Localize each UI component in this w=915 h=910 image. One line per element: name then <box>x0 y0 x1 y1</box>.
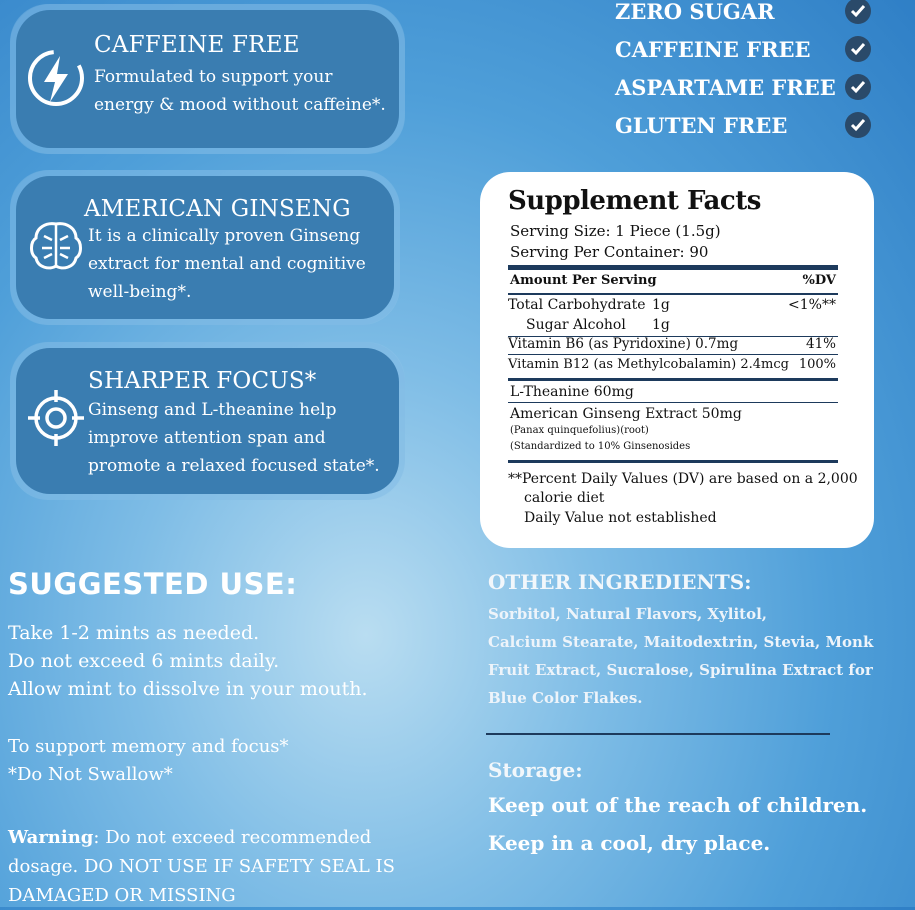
check-item <box>615 106 871 144</box>
section-divider <box>486 733 830 735</box>
feature-title: SHARPER FOCUS* <box>88 368 317 394</box>
ginseng-extract: American Ginseng Extract 50mg <box>510 406 742 422</box>
check-label: GLUTEN FREE <box>615 112 788 138</box>
dv-header: %DV <box>802 273 836 288</box>
other-ingredients-title: OTHER INGREDIENTS: <box>488 570 752 594</box>
serving-size: Serving Size: 1 Piece (1.5g) <box>510 222 721 240</box>
check-label: ZERO SUGAR <box>615 0 775 24</box>
suggested-line: Allow mint to dissolve in your mouth. <box>8 678 368 700</box>
storage-line: Keep in a cool, dry place. <box>488 831 771 855</box>
lightning-icon <box>26 48 86 108</box>
servings-per-container: Serving Per Container: 90 <box>510 243 709 261</box>
carb-label: Total Carbohydrate <box>508 297 646 313</box>
divider <box>508 402 838 403</box>
footnote: **Percent Daily Values (DV) are based on a 2,000 <box>508 471 858 487</box>
target-icon <box>26 388 86 448</box>
carb-amount: 1g <box>652 297 670 313</box>
free-from-checklist <box>615 0 871 144</box>
checkmark-icon <box>845 112 871 138</box>
vitamin-b12-dv: 100% <box>798 357 836 372</box>
supplement-facts-panel <box>480 172 874 548</box>
ingredient-line: Sorbitol, Natural Flavors, Xylitol, <box>488 605 767 623</box>
suggested-line: Do not exceed 6 mints daily. <box>8 650 280 672</box>
sugar-alcohol-amount: 1g <box>652 317 670 333</box>
checkmark-icon <box>845 74 871 100</box>
amount-per-serving-header: Amount Per Serving <box>510 273 657 288</box>
divider <box>508 293 838 295</box>
feature-line: energy & mood without caffeine*. <box>94 95 386 115</box>
check-item <box>615 68 871 106</box>
check-item <box>615 0 871 30</box>
warning-line: dosage. DO NOT USE IF SAFETY SEAL IS <box>8 856 395 877</box>
check-label: ASPARTAME FREE <box>615 74 836 100</box>
ginseng-subtext: (Standardized to 10% Ginsenosides <box>510 441 691 452</box>
storage-line: Keep out of the reach of children. <box>488 793 868 817</box>
feature-title: CAFFEINE FREE <box>94 32 300 58</box>
checkmark-icon <box>845 0 871 24</box>
ginseng-subtext: (Panax quinquefolius)(root) <box>510 425 649 436</box>
feature-line: promote a relaxed focused state*. <box>88 456 380 476</box>
storage-title: Storage: <box>488 758 583 782</box>
feature-american-ginseng <box>10 170 400 325</box>
feature-caffeine-free <box>10 4 405 154</box>
suggested-use-section <box>8 567 395 910</box>
support-line: *Do Not Swallow* <box>8 764 173 785</box>
carb-dv: <1%** <box>788 297 836 313</box>
feature-sharper-focus <box>10 342 405 500</box>
feature-line: well-being*. <box>88 282 192 302</box>
warning-label: Warning <box>8 827 94 848</box>
feature-line: improve attention span and <box>88 428 326 448</box>
checkmark-icon <box>845 36 871 62</box>
support-line: To support memory and focus* <box>8 736 289 757</box>
supplement-title: Supplement Facts <box>508 186 761 216</box>
divider <box>508 460 838 463</box>
l-theanine: L-Theanine 60mg <box>510 384 634 400</box>
sugar-alcohol-label: Sugar Alcohol <box>526 317 626 333</box>
feature-line: Ginseng and L-theanine help <box>88 400 337 420</box>
feature-line: extract for mental and cognitive <box>88 254 366 274</box>
warning-text: : Do not exceed recommended <box>93 827 372 848</box>
feature-line: It is a clinically proven Ginseng <box>88 226 361 246</box>
warning-line: DAMAGED OR MISSING <box>8 885 236 906</box>
divider <box>508 354 838 355</box>
warning-line <box>8 823 395 852</box>
vitamin-b12: Vitamin B12 (as Methylcobalamin) 2.4mcg <box>508 357 789 372</box>
ingredient-line: Blue Color Flakes. <box>488 689 643 707</box>
feature-line: Formulated to support your <box>94 67 333 87</box>
check-label: CAFFEINE FREE <box>615 36 811 62</box>
divider <box>508 378 838 381</box>
ingredient-line: Calcium Stearate, Maitodextrin, Stevia, Monk <box>488 633 874 651</box>
ingredient-line: Fruit Extract, Sucralose, Spirulina Extract for <box>488 661 873 679</box>
suggested-line: Take 1-2 mints as needed. <box>8 622 260 644</box>
brain-icon <box>26 216 86 276</box>
suggested-use-title: SUGGESTED USE: <box>8 567 298 601</box>
divider <box>508 265 838 270</box>
vitamin-b6-dv: 41% <box>805 336 836 352</box>
footnote: calorie diet <box>524 490 605 506</box>
footnote: Daily Value not established <box>524 510 717 526</box>
check-item <box>615 30 871 68</box>
feature-title: AMERICAN GINSENG <box>84 196 351 222</box>
vitamin-b6: Vitamin B6 (as Pyridoxine) 0.7mg <box>508 336 739 352</box>
